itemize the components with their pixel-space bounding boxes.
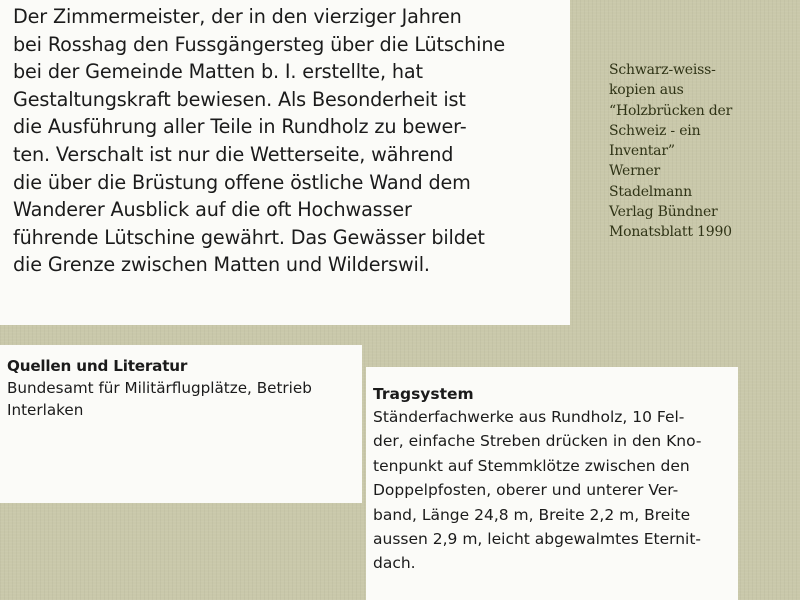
main-text-line: die Grenze zwischen Matten und Wilderswil. [13,253,430,277]
main-text-line: Wanderer Ausblick auf die oft Hochwasser [13,198,412,222]
main-text-clipping [0,0,570,325]
caption-line: Verlag Bündner [609,204,718,221]
caption-line: Schwarz-weiss- [609,62,716,78]
main-text-line: Der Zimmermeister, der in den vierziger Jahren [13,5,462,28]
tragsystem-line: aussen 2,9 m, leicht abgewalmtes Eternit- [373,530,702,549]
tragsystem-clipping [366,367,738,600]
caption-line: Schweiz - ein [609,122,701,139]
main-text-line: die Ausführung aller Teile in Rundholz zu bewer- [13,115,467,139]
caption-line: Inventar” [609,143,675,160]
tragsystem-line: dach. [373,554,416,573]
tragsystem-heading: Tragsystem [373,385,474,403]
main-text-line: ten. Verschalt ist nur die Wetterseite, während [13,142,454,166]
source-caption [609,60,795,243]
tragsystem-line: band, Länge 24,8 m, Breite 2,2 m, Breite [373,505,691,524]
sources-line: Interlaken [7,401,84,419]
sources-heading: Quellen und Literatur [7,357,188,375]
main-text-line: bei der Gemeinde Matten b. I. erstellte, hat [13,60,423,84]
caption-line: kopien aus [609,82,684,99]
caption-line: Monatsblatt 1990 [609,224,732,241]
sources-line: Bundesamt für Militärflugplätze, Betrieb [7,379,312,397]
main-text-line: die über die Brüstung offene östliche Wand dem [13,170,471,194]
tragsystem-line: Ständerfachwerke aus Rundholz, 10 Fel- [373,408,685,426]
caption-line: Stadelmann [609,183,692,200]
sources-clipping [0,345,362,503]
caption-line: Werner [609,163,661,180]
main-text-line: bei Rosshag den Fussgängersteg über die Lütschine [13,32,506,56]
main-text-line: führende Lütschine gewährt. Das Gewässer bildet [13,225,485,249]
tragsystem-line: tenpunkt auf Stemmklötze zwischen den [373,456,690,475]
tragsystem-line: Doppelpfosten, oberer und unterer Ver- [373,481,679,500]
tragsystem-line: der, einfache Streben drücken in den Kno- [373,432,702,451]
main-text-line: Gestaltungskraft bewiesen. Als Besonderheit ist [13,87,466,111]
caption-line: “Holzbrücken der [609,102,733,119]
